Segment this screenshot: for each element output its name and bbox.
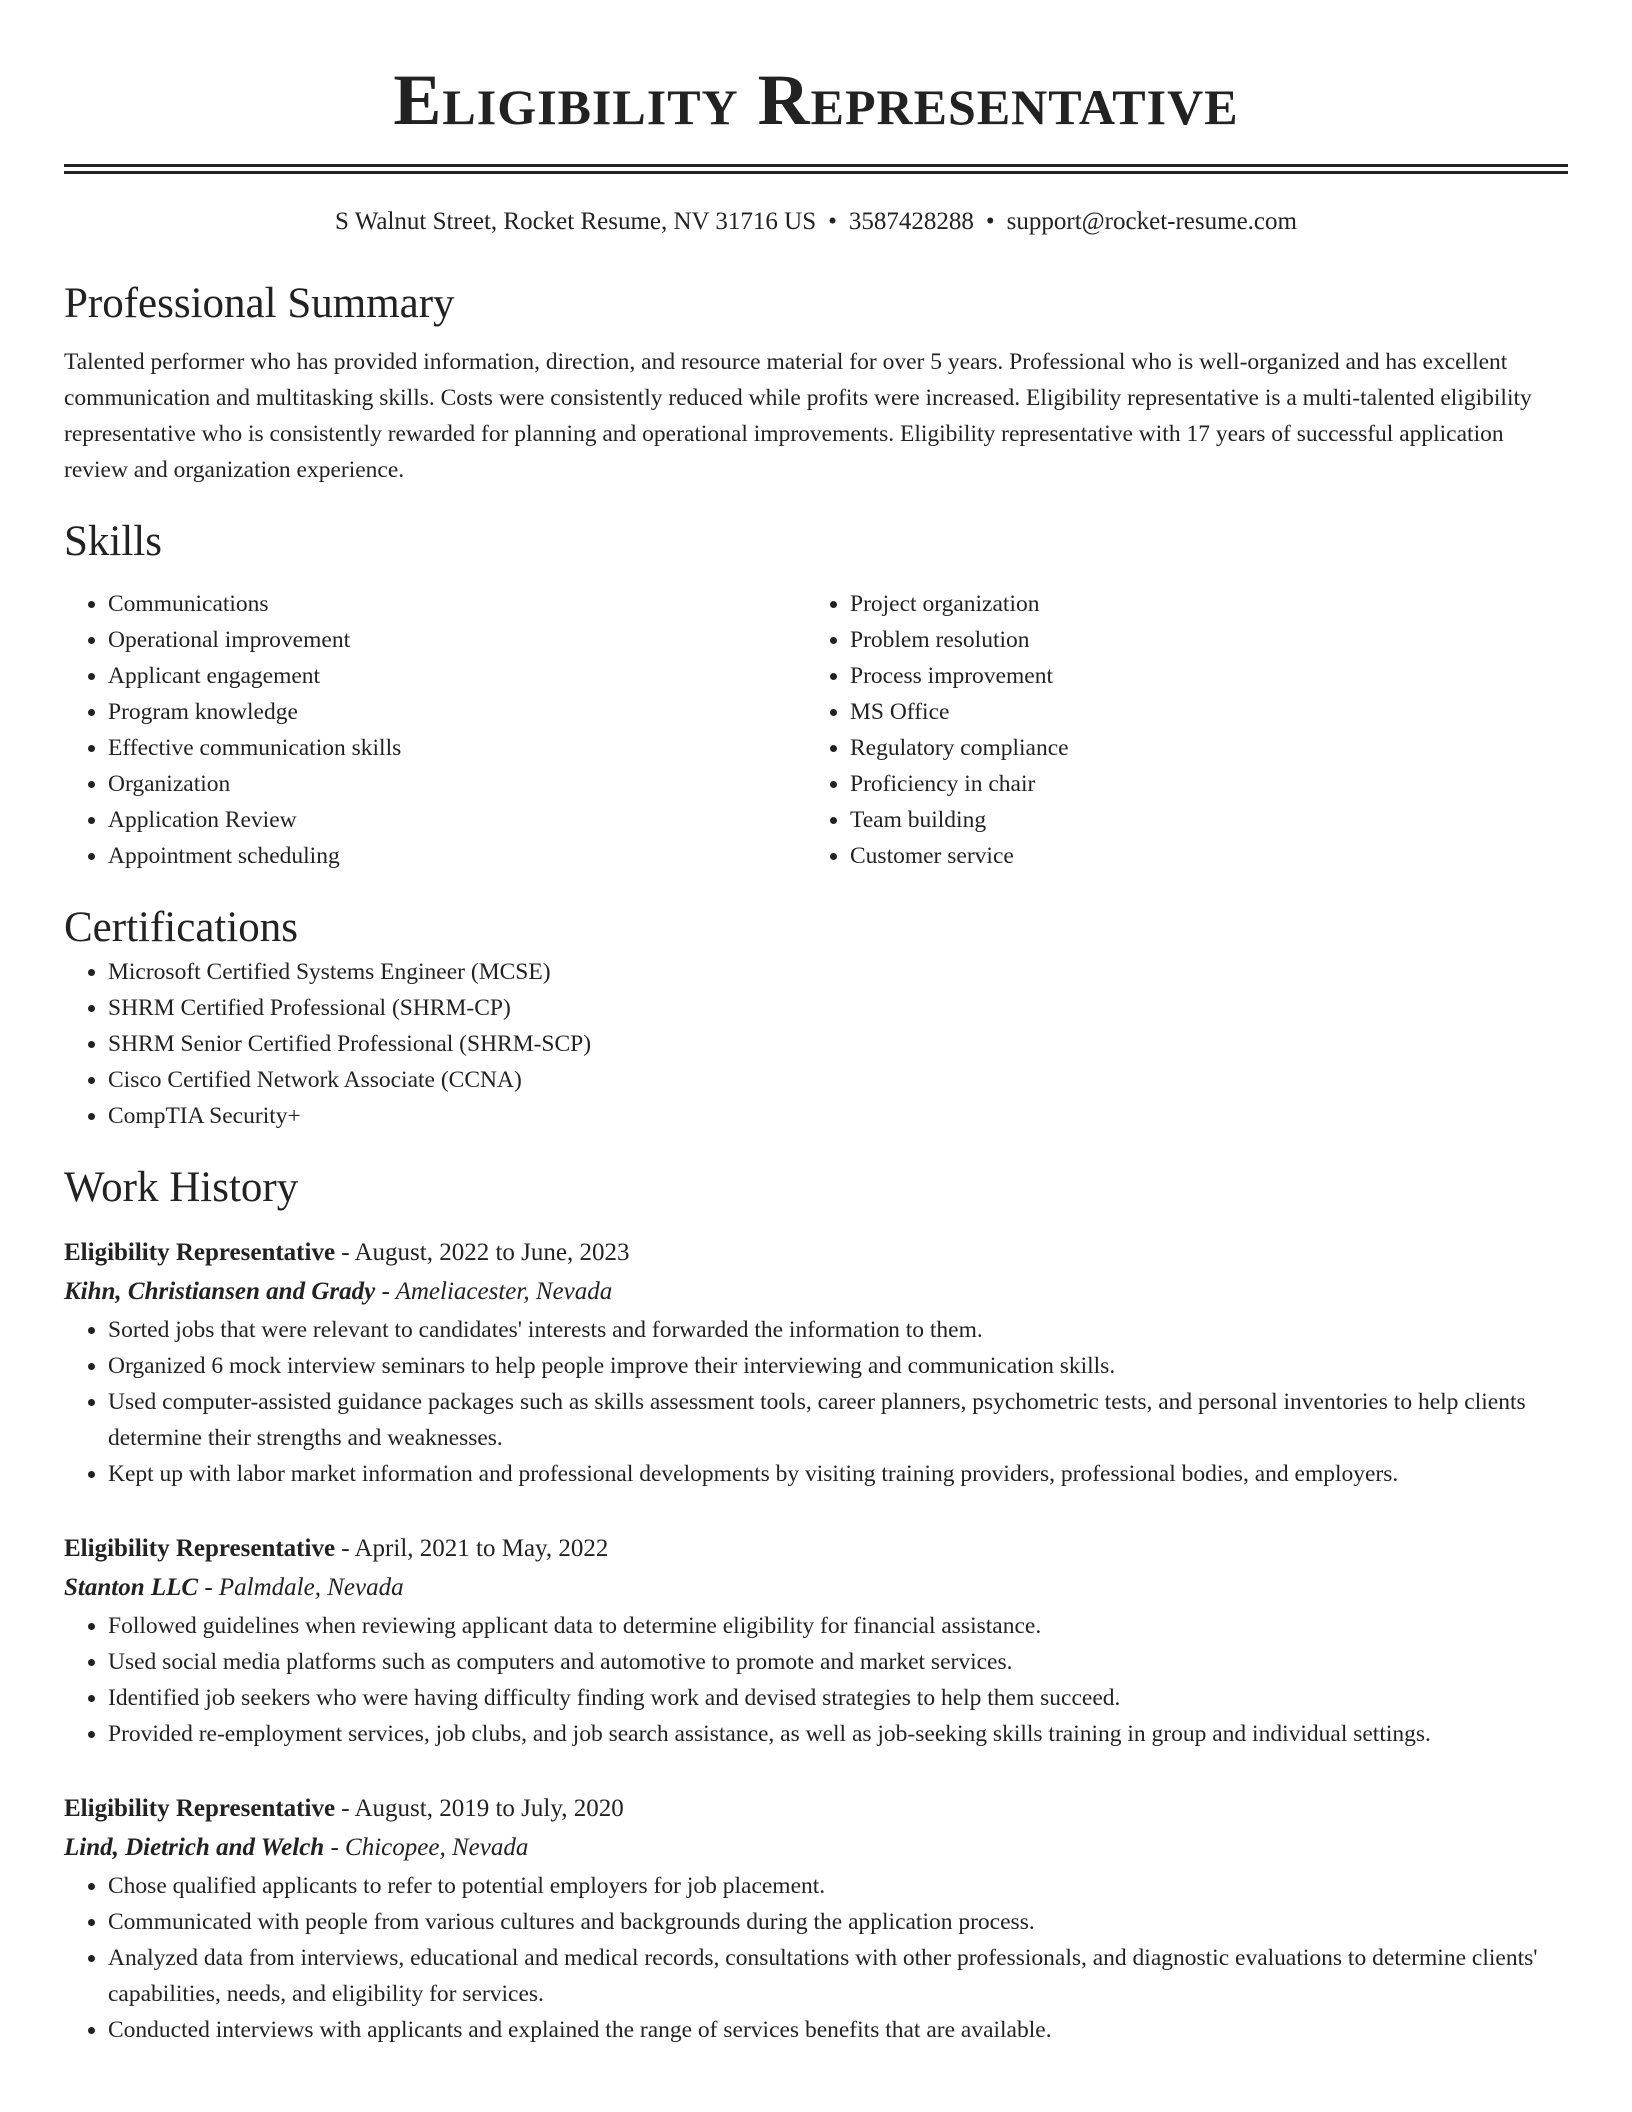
skills-column-left <box>64 586 806 874</box>
job-duties-list <box>64 1608 1568 1752</box>
job-title-line <box>64 1234 1568 1272</box>
contact-separator: • <box>985 208 995 235</box>
contact-address: S Walnut Street, Rocket Resume, NV 31716 US <box>335 208 817 235</box>
job-duty: • Conducted interviews with applicants and explained the range of services benefits that are available. <box>108 2012 1568 2048</box>
certification-item: • Microsoft Certified Systems Engineer (MCSE) <box>108 954 1568 990</box>
job-duties-list <box>64 1868 1568 2048</box>
certification-item: • Cisco Certified Network Associate (CCNA) <box>108 1062 1568 1098</box>
certifications-section <box>64 902 1568 1134</box>
skill-item: • Process improvement <box>850 658 1548 694</box>
skill-item: • Proficiency in chair <box>850 766 1548 802</box>
job-location: - Chicopee, Nevada <box>324 1834 529 1861</box>
job-role: Eligibility Representative <box>64 1239 336 1266</box>
contact-separator: • <box>828 208 837 235</box>
skill-item: • Program knowledge <box>108 694 806 730</box>
job-company: Stanton LLC <box>64 1574 199 1601</box>
skills-column-right <box>806 586 1548 874</box>
job-duty: • Communicated with people from various cultures and backgrounds during the application process. <box>108 1904 1568 1940</box>
skills-heading: Skills <box>64 518 162 565</box>
skill-item: • Operational improvement <box>108 622 806 658</box>
certification-item: • SHRM Certified Professional (SHRM-CP) <box>108 990 1568 1026</box>
job-duty: • Identified job seekers who were having difficulty finding work and devised strategies to help them succeed. <box>108 1680 1568 1716</box>
skill-item: • Application Review <box>108 802 806 838</box>
job-role: Eligibility Representative <box>64 1795 336 1822</box>
job-duty: • Followed guidelines when reviewing applicant data to determine eligibility for financial assistance. <box>108 1608 1568 1644</box>
job-duty: • Organized 6 mock interview seminars to help people improve their interviewing and communication skills. <box>108 1348 1568 1384</box>
contact-line <box>64 206 1568 238</box>
job-entry <box>64 1790 1568 2048</box>
job-location: - Ameliacester, Nevada <box>375 1278 613 1305</box>
job-employer-line <box>64 1272 1568 1312</box>
header-divider <box>64 164 1568 174</box>
summary-section <box>64 278 1568 488</box>
contact-email: support@rocket-resume.com <box>1006 208 1297 235</box>
skills-grid <box>64 586 1568 874</box>
summary-text: Talented performer who has provided information, direction, and resource material for over 5 years. Professional who is well-organized and has excellent communication and multitasking skills. Costs were consistently reduced while profits were increased. Eligibility representative is a multi-talented eligibility representative who is consistently rewarded for planning and operational improvements. Eligibility representative with 17 years of successful application review and organization experience. <box>64 349 1532 483</box>
job-duties-list <box>64 1312 1568 1492</box>
job-company: Lind, Dietrich and Welch <box>64 1834 325 1861</box>
job-employer-line <box>64 1568 1568 1608</box>
job-employer-line <box>64 1828 1568 1868</box>
skill-item: • Project organization <box>850 586 1548 622</box>
job-title-line <box>64 1790 1568 1828</box>
job-entry <box>64 1234 1568 1492</box>
candidate-name: Eligibility Representative <box>393 60 1239 140</box>
work-history-heading: Work History <box>64 1164 299 1211</box>
skill-item: • Team building <box>850 802 1548 838</box>
skill-item: • Problem resolution <box>850 622 1548 658</box>
skill-item: • MS Office <box>850 694 1548 730</box>
job-dates: - August, 2019 to July, 2020 <box>335 1795 624 1822</box>
skill-item: • Applicant engagement <box>108 658 806 694</box>
certifications-list <box>64 954 1568 1134</box>
job-duty: • Kept up with labor market information and professional developments by visiting training providers, professional bodies, and employers. <box>108 1456 1568 1492</box>
job-location: - Palmdale, Nevada <box>198 1574 404 1601</box>
skill-item: • Organization <box>108 766 806 802</box>
job-role: Eligibility Representative <box>64 1535 336 1562</box>
skill-item: • Customer service <box>850 838 1548 874</box>
job-dates: - August, 2022 to June, 2023 <box>335 1239 630 1266</box>
job-duty: • Used social media platforms such as computers and automotive to promote and market services. <box>108 1644 1568 1680</box>
certification-item: • SHRM Senior Certified Professional (SHRM-SCP) <box>108 1026 1568 1062</box>
job-entry <box>64 1530 1568 1752</box>
job-duty: • Used computer-assisted guidance packages such as skills assessment tools, career planners, psychometric tests, and personal inventories to help clients determine their strengths and weaknesses. <box>108 1384 1568 1456</box>
certification-item: • CompTIA Security+ <box>108 1098 1568 1134</box>
summary-heading: Professional Summary <box>64 280 455 327</box>
work-history-section <box>64 1162 1568 2048</box>
skill-item: • Appointment scheduling <box>108 838 806 874</box>
skill-item: • Effective communication skills <box>108 730 806 766</box>
job-duty: • Provided re-employment services, job clubs, and job search assistance, as well as job-seeking skills training in group and individual settings. <box>108 1716 1568 1752</box>
job-company: Kihn, Christiansen and Grady <box>64 1278 376 1305</box>
skill-item: • Communications <box>108 586 806 622</box>
job-duty: • Sorted jobs that were relevant to candidates' interests and forwarded the information to them. <box>108 1312 1568 1348</box>
job-duty: • Chose qualified applicants to refer to potential employers for job placement. <box>108 1868 1568 1904</box>
skill-item: • Regulatory compliance <box>850 730 1548 766</box>
job-duty: • Analyzed data from interviews, educational and medical records, consultations with other professionals, and diagnostic evaluations to determine clients' capabilities, needs, and eligibility for services. <box>108 1940 1568 2012</box>
certifications-heading: Certifications <box>64 904 299 951</box>
contact-phone: 3587428288 <box>848 208 974 235</box>
job-dates: - April, 2021 to May, 2022 <box>335 1535 609 1562</box>
job-title-line <box>64 1530 1568 1568</box>
skills-section <box>64 516 1568 874</box>
